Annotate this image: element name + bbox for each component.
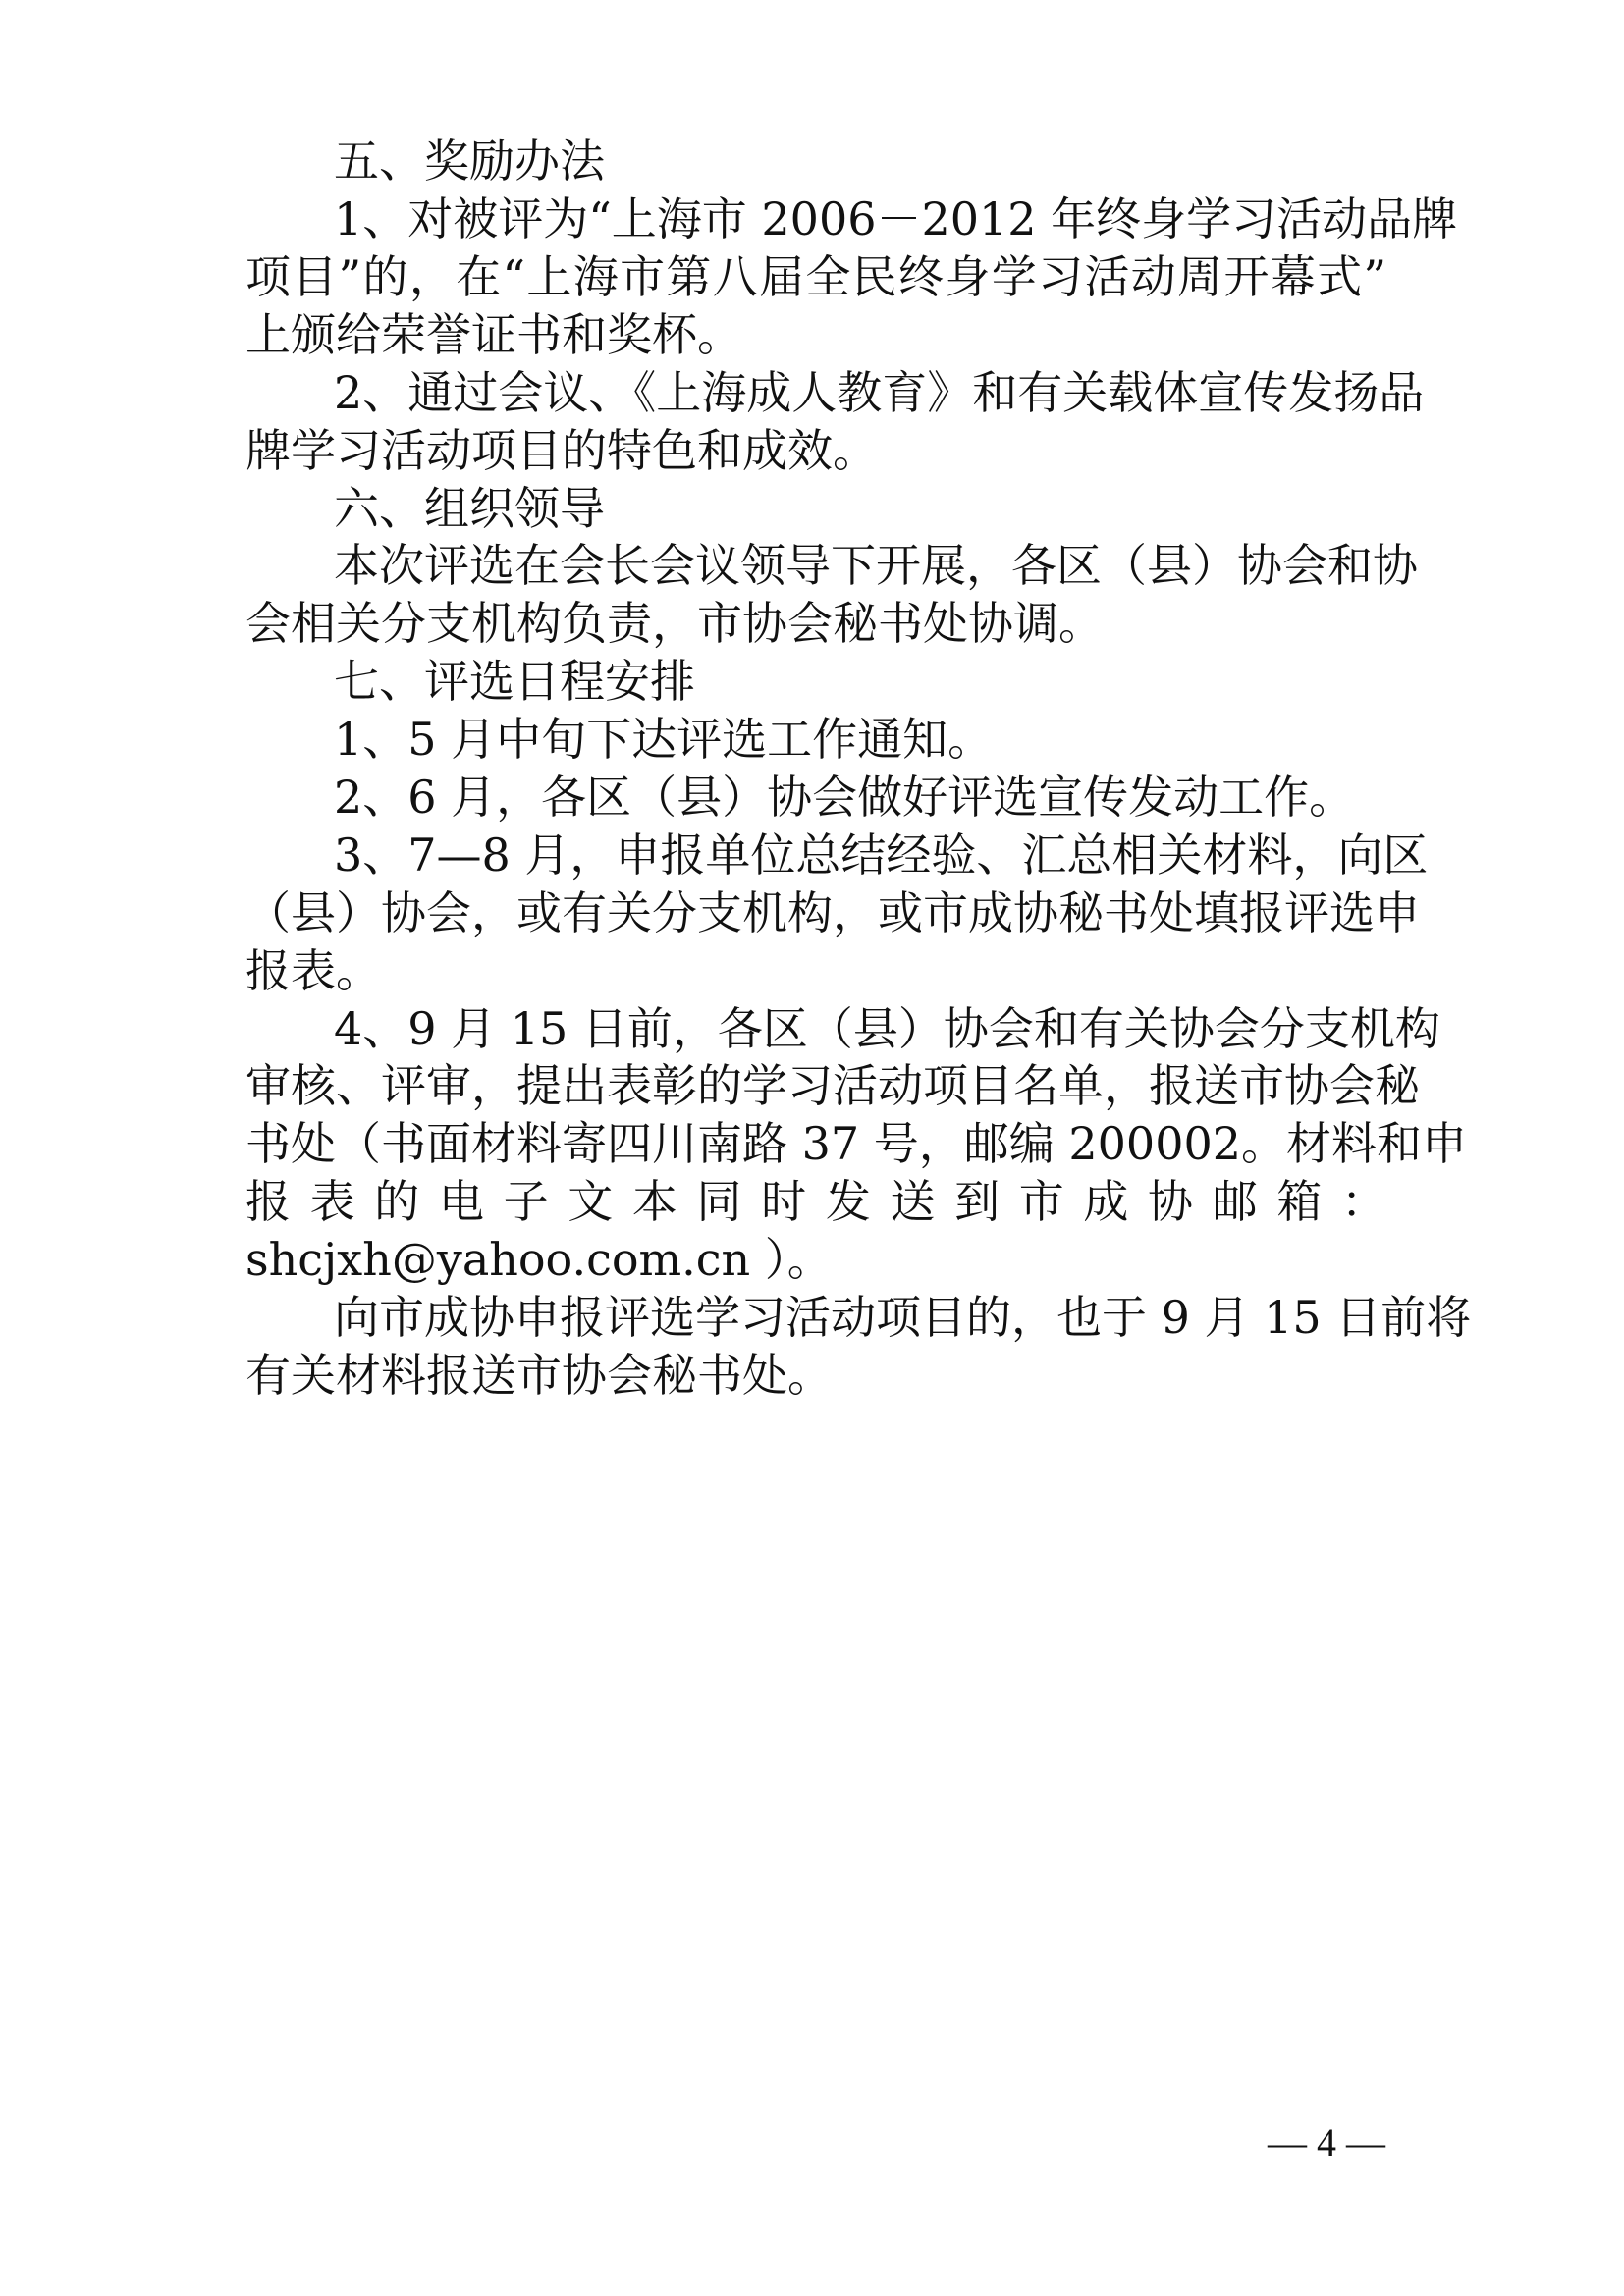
paragraph-line: 1、5 月中旬下达评选工作通知。 [334, 713, 994, 766]
section-heading-schedule: 七、评选日程安排 [334, 655, 695, 708]
paragraph-line: 4、9 月 15 日前，各区（县）协会和有关协会分支机构 [334, 1002, 1440, 1055]
page-number: — 4 — [1268, 2120, 1385, 2164]
paragraph-line: 审核、评审，提出表彰的学习活动项目名单，报送市协会秘 [245, 1059, 1420, 1112]
paragraph-line: 本次评选在会长会议领导下开展，各区（县）协会和协 [334, 539, 1418, 592]
paragraph-line: 3、7—8 月，申报单位总结经验、汇总相关材料，向区 [334, 828, 1429, 881]
paragraph-line: 报表。 [245, 944, 381, 997]
section-heading-organization: 六、组织领导 [334, 482, 605, 535]
paragraph-line: 2、6 月，各区（县）协会做好评选宣传发动工作。 [334, 771, 1355, 824]
paragraph-line: 牌学习活动项目的特色和成效。 [245, 424, 878, 477]
paragraph-line: 有关材料报送市协会秘书处。 [245, 1349, 833, 1402]
paragraph-line: 会相关分支机构负责，市协会秘书处协调。 [245, 597, 1104, 650]
paragraph-line: 上颁给荣誉证书和奖杯。 [245, 308, 742, 361]
section-heading-rewards: 五、奖励办法 [334, 134, 605, 187]
paragraph-line: 1、对被评为“上海市 2006－2012 年终身学习活动品牌 [334, 192, 1458, 245]
paragraph-line: shcjxh@yahoo.com.cn ）。 [245, 1233, 833, 1286]
paragraph-line: 项目”的，在“上海市第八届全民终身学习活动周开幕式” [245, 250, 1386, 303]
paragraph-line: （县）协会，或有关分支机构，或市成协秘书处填报评选申 [245, 886, 1420, 939]
paragraph-line: 向市成协申报评选学习活动项目的，也于 9 月 15 日前将 [334, 1291, 1472, 1344]
paragraph-line: 2、通过会议、《上海成人教育》和有关载体宣传发扬品 [334, 366, 1425, 419]
paragraph-line: 书处（书面材料寄四川南路 37 号，邮编 200002。材料和申 [245, 1117, 1467, 1170]
paragraph-line: 报表的电子文本同时发送到市成协邮箱： [245, 1175, 1386, 1228]
